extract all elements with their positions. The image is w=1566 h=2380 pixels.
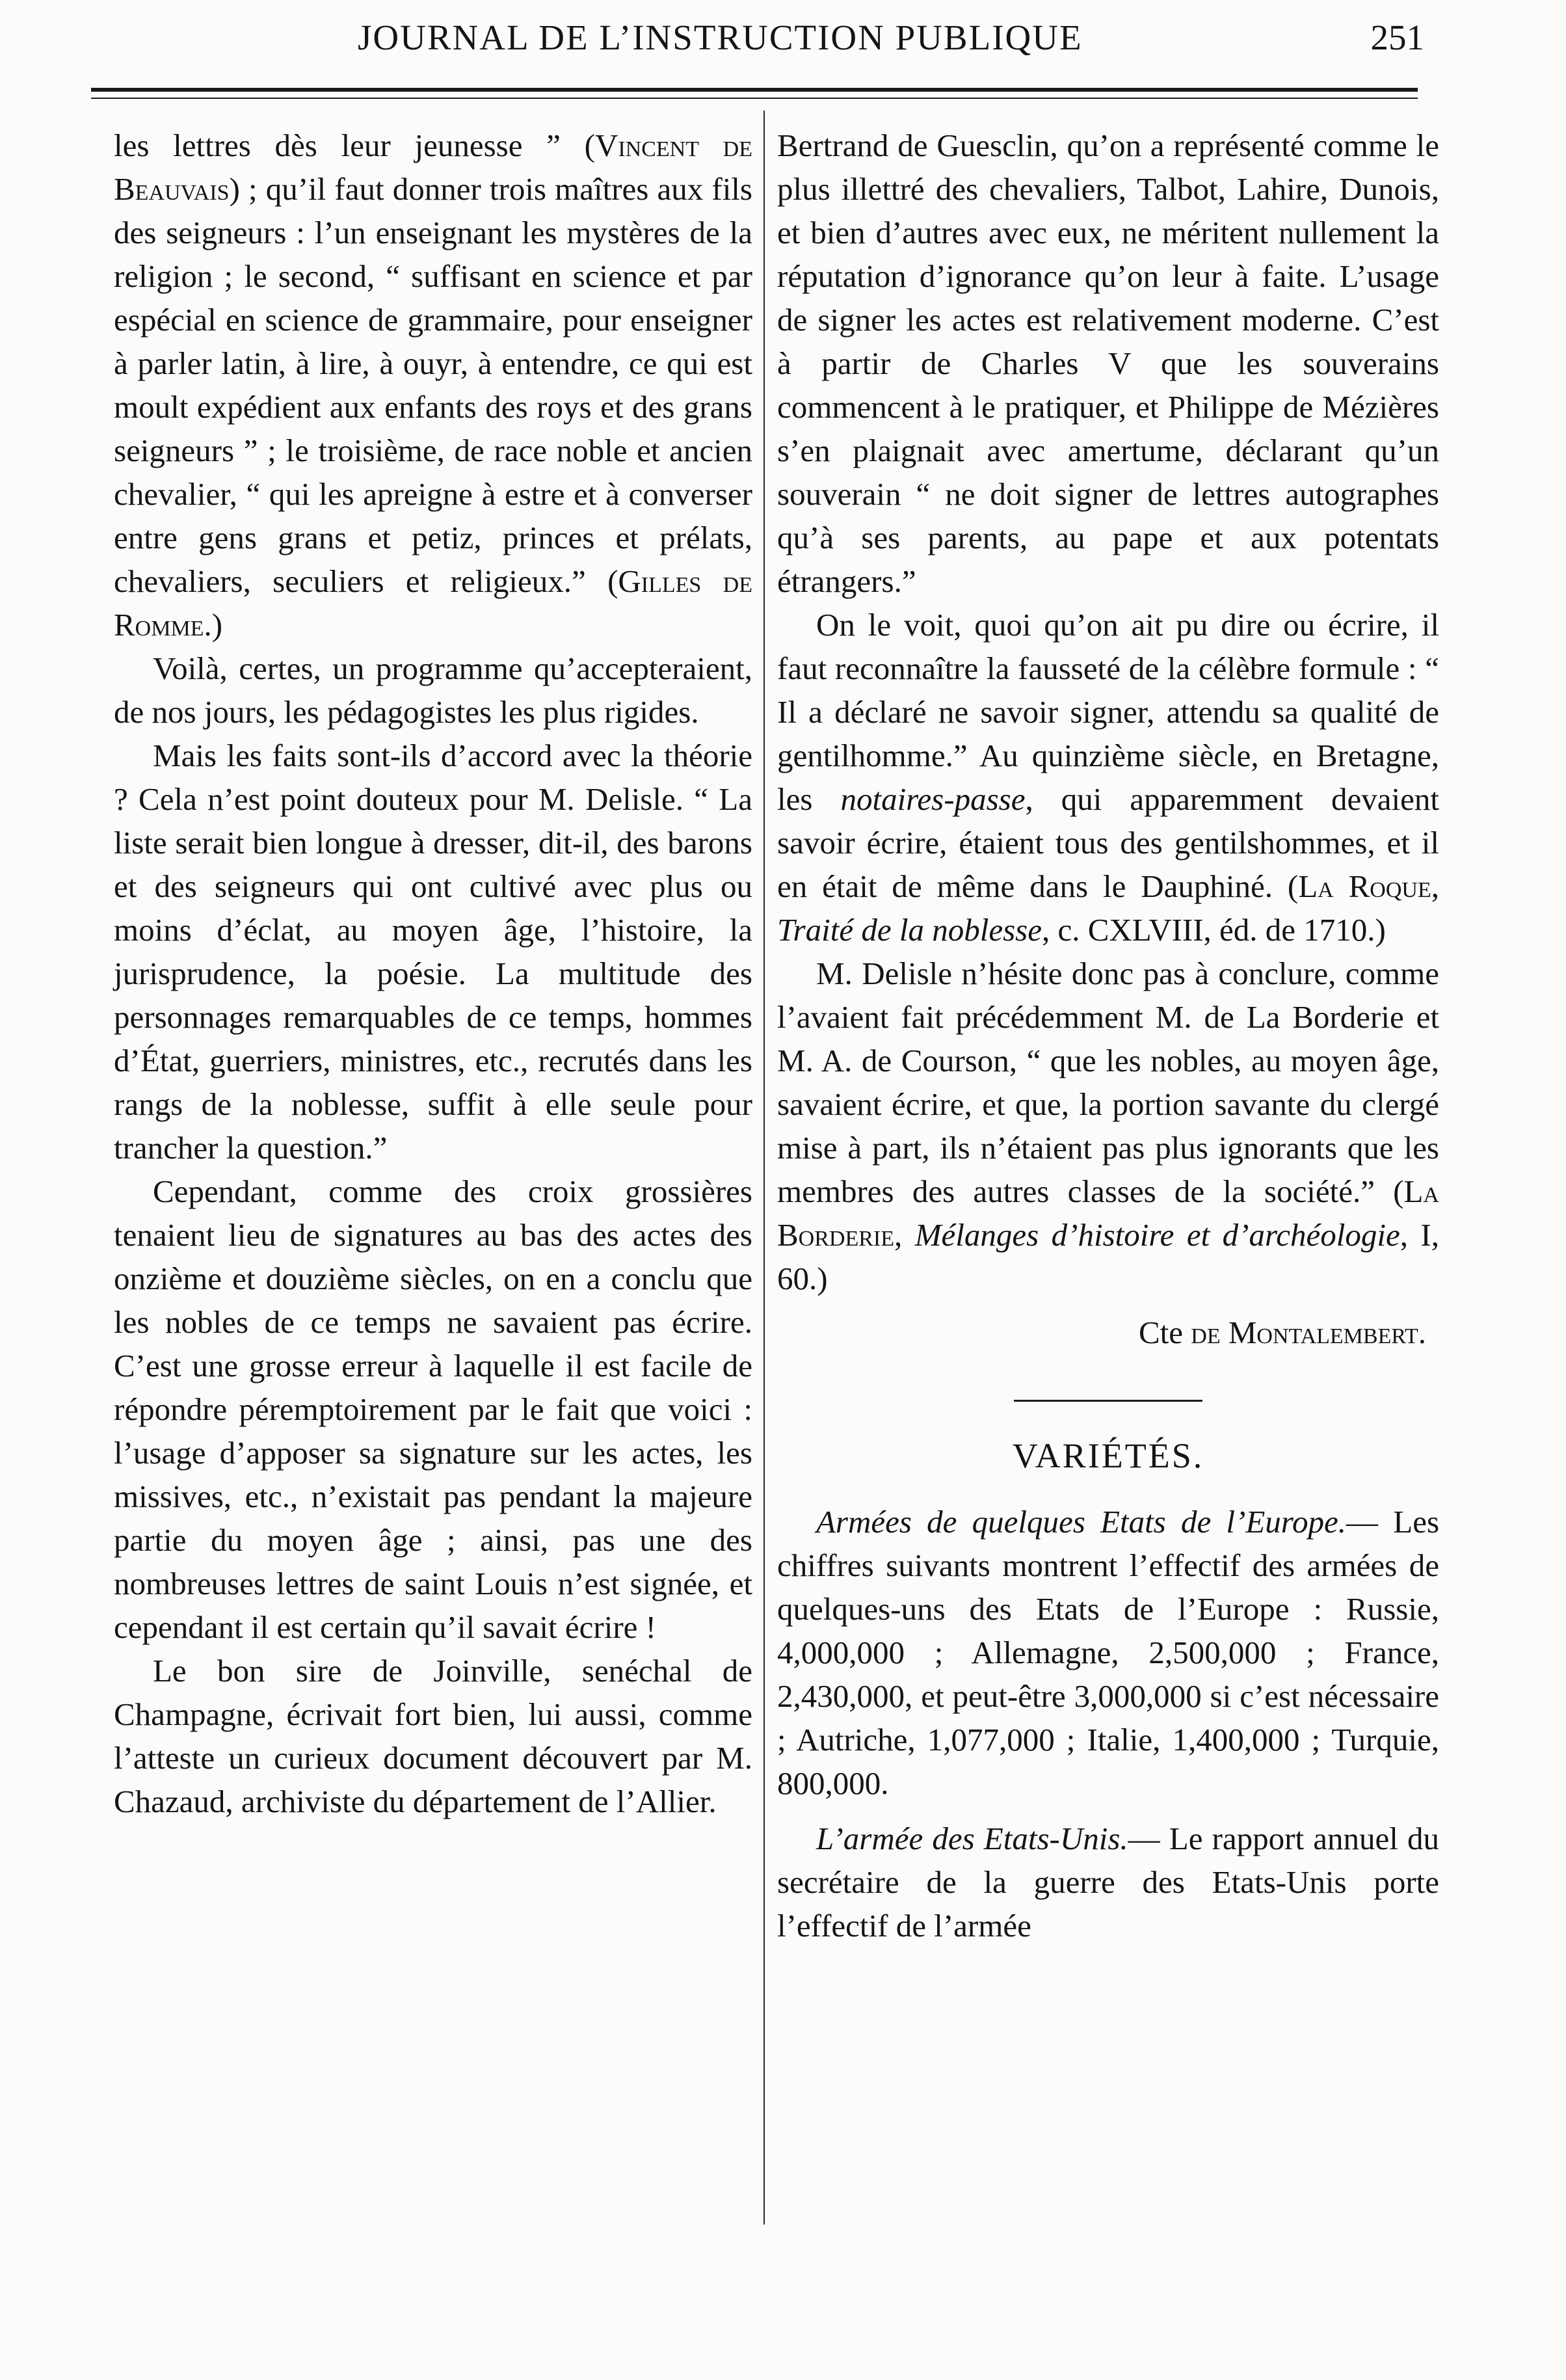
paragraph-8 [777,952,1439,1300]
page-number: 251 [1370,18,1424,57]
item-armee-etats-unis [777,1817,1439,1947]
header-rule-thick [91,88,1418,92]
right-column [777,124,1439,1947]
paragraph-3: Mais les faits sont-ils d’accord avec la théorie ? Cela n’est point douteux pour M. Delisle. “ La liste serait bien longue à dresser, dit-il, des barons et des seigneurs qui ont cultivé avec plus ou moins d’éclat, au moyen âge, l’histoire, la jurisprudence, la poésie. La multitude des personnages remarquables de ce temps, hommes d’État, guerriers, ministres, etc., recrutés dans les rangs de la noblesse, suffit à elle seule pour trancher la question.” [114,738,752,1166]
text-run: , I, 60.) [777,1217,1439,1296]
signature [777,1311,1439,1354]
item-body: — Les chiffres suivants montrent l’effectif des armées de quelques-uns des Etats de l’Europe : Russie, 4,000,000 ; Allemagne, 2,500,000 ; France, 2,430,000, et peut-être 3,000,000 si c’est nécessaire ; Autriche, 1,077,000 ; Italie, 1,400,000 ; Turquie, 800,000. [777,1504,1440,1801]
section-title: VARIÉTÉS. [1012,1436,1204,1475]
paragraph-6: Bertrand de Guesclin, qu’on a représenté comme le plus illettré des chevaliers, Talbot, Lahire, Dunois, et bien d’autres avec eux, ne méritent nullement la réputation d’ignorance qu’on leur à faite. L’usage de signer les actes est relativement moderne. C’est à partir de Charles V que les souverains commencent à le pratiquer, et Philippe de Mézières s’en plaignait avec amertume, déclarant qu’un souverain “ ne doit signer de lettres autographes qu’à ses parents, au pape et aux potentats étrangers.” [777,127,1439,599]
section-separator [1014,1400,1202,1402]
page-header [98,12,1424,70]
text-run: , [1431,868,1439,904]
text-run: M. Delisle n’hésite donc pas à conclure, comme l’avaient fait précédemment M. de La Borderie et M. A. de Courson, “ que les nobles, au moyen âge, savaient écrire, et que, la portion savante du clergé mise à part, ils n’étaient pas plus ignorants que les membres des autres classes de la société.” ( [777,956,1439,1209]
author-gilles-de-romme: Gilles de Romme [114,563,752,643]
work-melanges: Mélanges d’histoire et d’archéologie [914,1217,1400,1253]
work-traite-de-la-noblesse: Traité de la noblesse [777,912,1042,948]
text-run: les lettres dès leur jeunesse ” ( [114,127,595,163]
text-run: .) [204,607,223,643]
author-vincent-de-beauvais: Vincent de Beauvais [114,127,752,207]
text-run: , [894,1217,915,1253]
left-column [114,124,752,1823]
text-run: ) ; qu’il faut donner trois maîtres aux fils des seigneurs : l’un enseignant les mystères de la religion ; le second, “ suffisant en science et par espécial en science de grammaire, pour enseigner à parler latin, à lire, à ouyr, à entendre, ce qui est moult expédient aux enfants des roys et des grans seigneurs ” ; le troisième, de race noble et ancien chevalier, “ qui les apreigne à estre et à converser entre gens grans et petiz, princes et prélats, chevaliers, seculiers et religieux.” ( [114,171,752,599]
paragraph-4: Cependant, comme des croix grossières tenaient lieu de signatures au bas des actes des onzième et douzième siècles, on en a conclu que les nobles de ce temps ne savaient pas écrire. C’est une grosse erreur à laquelle il est facile de répondre péremptoirement par le fait que voici : l’usage d’apposer sa signature sur les actes, les missives, etc., n’existait pas pendant la majeure partie du moyen âge ; ainsi, pas une des nombreuses lettres de saint Louis n’est signée, et cependant il est certain qu’il savait écrire ! [114,1173,752,1645]
author-la-borderie: La Borderie [777,1173,1439,1253]
text-run: , c. CXLVIII, éd. de 1710.) [1041,912,1386,948]
column-divider [763,111,765,2225]
item-title: Armées de quelques Etats de l’Europe. [816,1504,1347,1540]
item-armees-europe [777,1500,1439,1805]
signature-name: de Montalembert. [1191,1315,1426,1350]
paragraph-7 [777,603,1439,952]
text-run: , qui apparemment devaient savoir écrire, étaient tous des gentilshommes, et il en était de même dans le Dauphiné. ( [777,781,1439,904]
paragraph-1 [114,124,752,647]
term-notaires-passe: notaires-passe [840,781,1026,817]
paragraph-5: Le bon sire de Joinville, senéchal de Champagne, écrivait fort bien, lui aussi, comme l’atteste un curieux document découvert par M. Chazaud, archiviste du département de l’Allier. [114,1653,752,1819]
paragraph-2: Voilà, certes, un programme qu’accepteraient, de nos jours, les pédagogistes les plus rigides. [114,650,752,730]
running-title: JOURNAL DE L’INSTRUCTION PUBLIQUE [358,18,1083,57]
text-run: On le voit, quoi qu’on ait pu dire ou écrire, il faut reconnaître la fausseté de la célèbre formule : “ Il a déclaré ne savoir signer, attendu sa qualité de gentilhomme.” Au quinzième siècle, en Bretagne, les [777,607,1439,817]
item-title: L’armée des Etats-Unis. [816,1821,1128,1856]
author-la-roque: La Roque [1298,868,1431,904]
header-rule-thin [91,98,1418,99]
item-body: — Le rapport annuel du secrétaire de la guerre des Etats-Unis porte l’effectif de l’armée [777,1821,1439,1944]
signature-prefix: Cte [1138,1315,1191,1350]
